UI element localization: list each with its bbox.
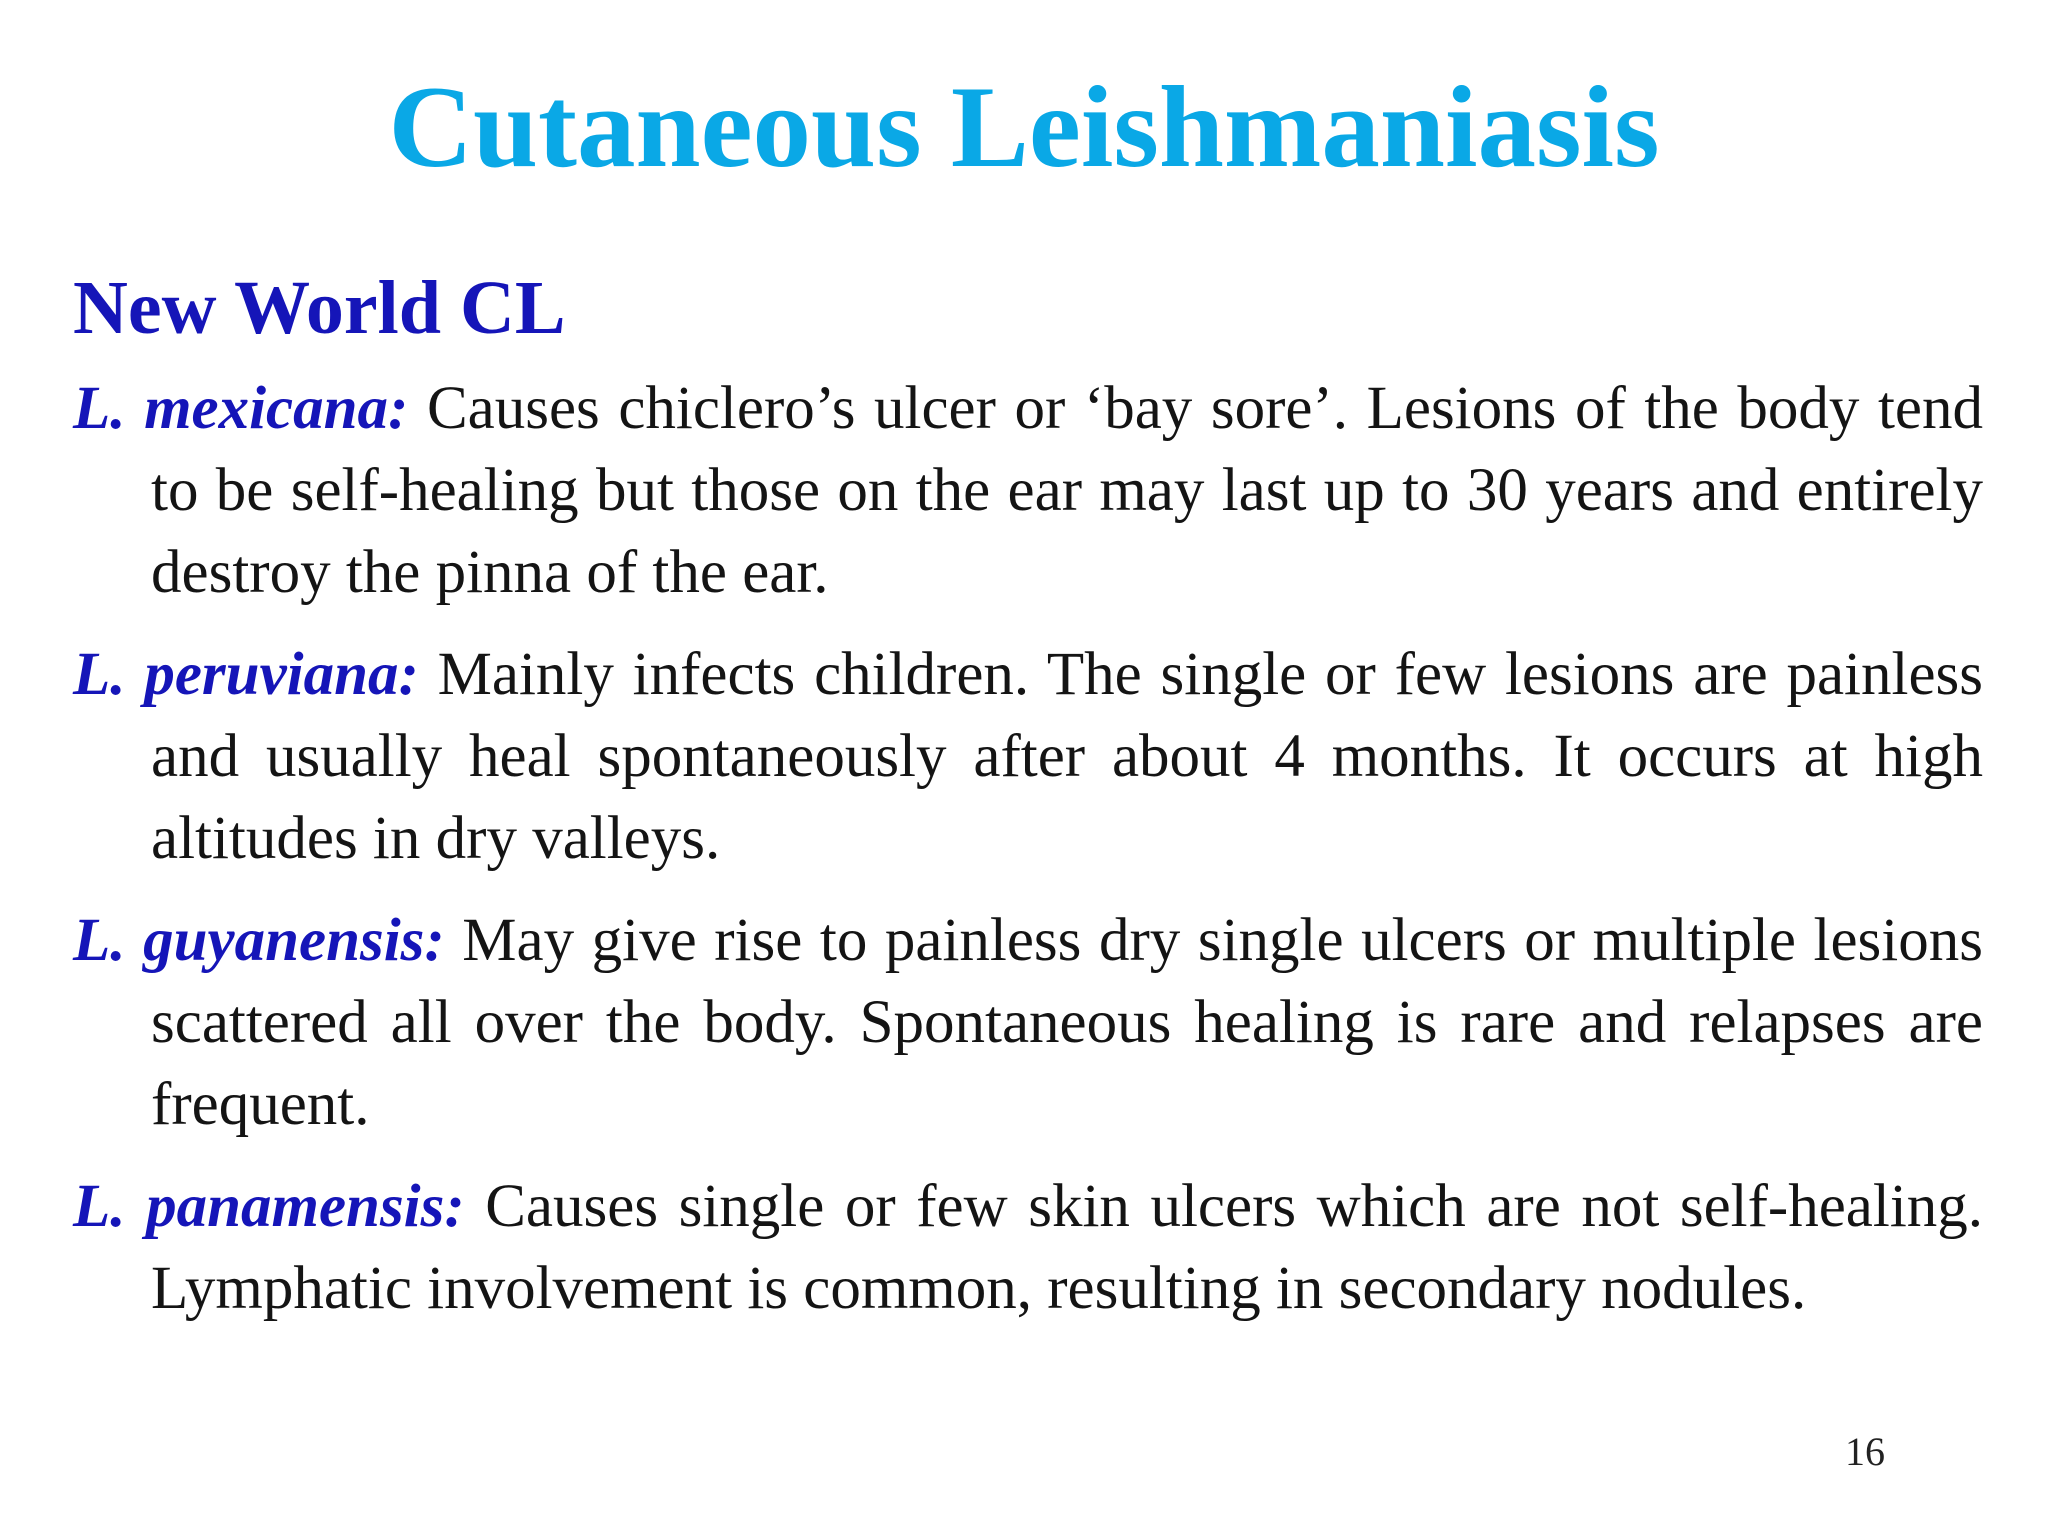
page-number: 16 [1845,1429,1885,1474]
species-entry-guyanensis [73,900,1983,1146]
species-list [73,368,1983,1350]
section-heading: New World CL [73,266,566,350]
species-description: Mainly infects children. The single or few lesions are painless and usually heal spontaneously after about 4 months. It occurs at high altitudes in dry valleys. [151,641,1983,872]
species-description: May give rise to painless dry single ulcers or multiple lesions scattered all over the body. Spontaneous healing is rare and relapses are frequent. [151,907,1983,1138]
species-entry-peruviana [73,634,1983,880]
species-name: L. mexicana: [73,375,409,442]
species-description: Causes single or few skin ulcers which are not self-healing. Lymphatic involvement is common, resulting in secondary nodules. [151,1173,1984,1322]
slide-title: Cutaneous Leishmaniasis [388,63,1660,192]
species-entry-panamensis [73,1166,1983,1330]
species-name: L. peruviana: [73,641,419,708]
species-description: Causes chiclero’s ulcer or ‘bay sore’. Lesions of the body tend to be self-healing but those on the ear may last up to 30 years and entirely destroy the pinna of the ear. [151,375,1984,606]
species-entry-mexicana [73,368,1983,614]
species-name: L. panamensis: [73,1173,465,1240]
species-name: L. guyanensis: [73,907,445,974]
